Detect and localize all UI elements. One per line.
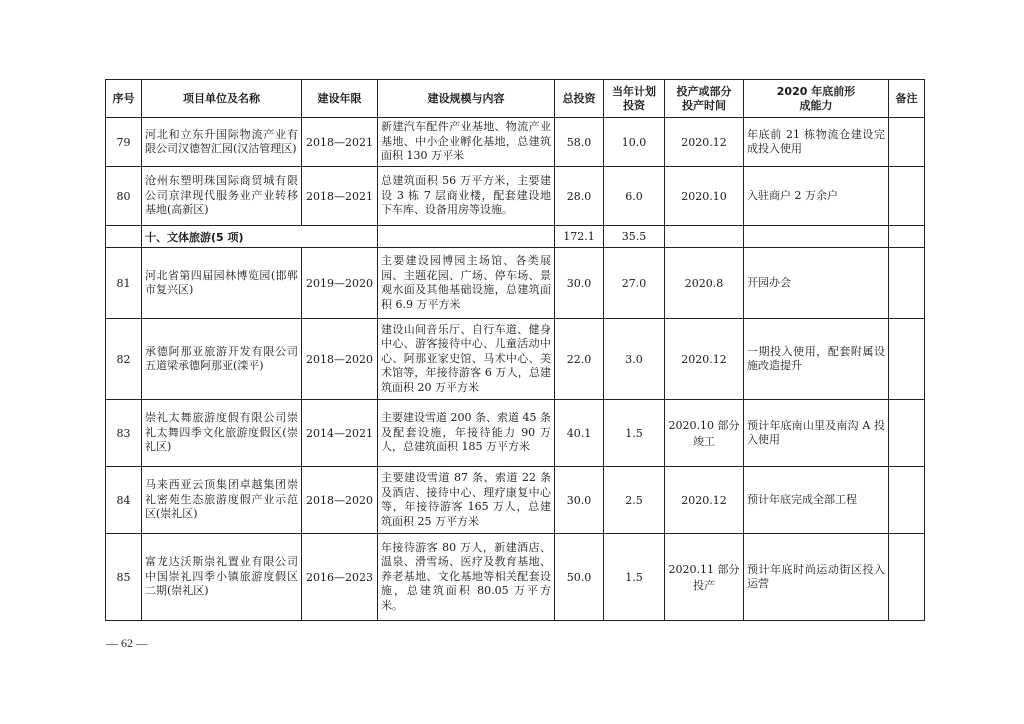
col-total: 总投资: [555, 80, 604, 118]
section-row: [106, 226, 925, 248]
table-row: [106, 319, 925, 400]
cell-seq: 81: [106, 248, 142, 319]
cell-capacity: 预计年底完成全部工程: [744, 467, 889, 534]
cell-name: 承德阿那亚旅游开发有限公司五道梁承德阿那亚(滦平): [142, 319, 302, 400]
cell-seq: 80: [106, 167, 142, 226]
cell-seq: 84: [106, 467, 142, 534]
cell-plan: 3.0: [604, 319, 665, 400]
cell-plan: 27.0: [604, 248, 665, 319]
table-row: [106, 400, 925, 467]
cell-plan: 6.0: [604, 167, 665, 226]
col-name: 项目单位及名称: [142, 80, 302, 118]
cell-capacity: 入驻商户 2 万余户: [744, 167, 889, 226]
cell-scale: 新建汽车配件产业基地、物流产业基地、中小企业孵化基地，总建筑面积 130 万平米: [378, 118, 555, 167]
cell-prod: 2020.12: [665, 467, 744, 534]
col-period: 建设年限: [302, 80, 378, 118]
cell-total: 50.0: [555, 534, 604, 621]
cell-scale: 主要建设园博园主场馆、各类展园、主题花园、广场、停车场、景观水面及其他基础设施，总建筑面积 6.9 万平方米: [378, 248, 555, 319]
cell-note: [889, 319, 925, 400]
cell-total: 28.0: [555, 167, 604, 226]
cell-scale: 建设山间音乐厅、自行车道、健身中心、游客接待中心、儿童活动中心、阿那亚家史馆、马术中心、美术馆等，年接待游客 6 万人，总建筑面积 20 万平方米: [378, 319, 555, 400]
cell-period: 2014—2021: [302, 400, 378, 467]
cell-seq: [106, 226, 142, 248]
cell-scale: [378, 226, 555, 248]
table-row: [106, 248, 925, 319]
cell-plan: 1.5: [604, 534, 665, 621]
col-prod: 投产或部分投产时间: [665, 80, 744, 118]
cell-capacity: 年底前 21 栋物流仓建设完成投入使用: [744, 118, 889, 167]
cell-period: 2018—2021: [302, 167, 378, 226]
col-note: 备注: [889, 80, 925, 118]
cell-capacity: 一期投入使用，配套附属设施改造提升: [744, 319, 889, 400]
table-row: [106, 534, 925, 621]
cell-total: 30.0: [555, 467, 604, 534]
cell-prod: 2020.12: [665, 118, 744, 167]
cell-seq: 82: [106, 319, 142, 400]
cell-note: [889, 118, 925, 167]
cell-period: 2018—2020: [302, 467, 378, 534]
page-number: — 62 —: [106, 636, 148, 650]
cell-seq: 85: [106, 534, 142, 621]
col-capacity: 2020 年底前形成能力: [744, 80, 889, 118]
cell-plan: 2.5: [604, 467, 665, 534]
cell-period: 2016—2023: [302, 534, 378, 621]
table-row: [106, 118, 925, 167]
cell-name: 富龙达沃斯崇礼置业有限公司中国崇礼四季小镇旅游度假区二期(崇礼区): [142, 534, 302, 621]
cell-period: 2018—2021: [302, 118, 378, 167]
cell-capacity: 开园办会: [744, 248, 889, 319]
cell-scale: 主要建设雪道 200 条、索道 45 条及配套设施，年接待能力 90 万人，总建筑面积 185 万平方米: [378, 400, 555, 467]
cell-name: 沧州东塑明珠国际商贸城有限公司京津现代服务业产业转移基地(高新区): [142, 167, 302, 226]
cell-prod: 2020.10 部分竣工: [665, 400, 744, 467]
section-label: 十、文体旅游(5 项): [142, 226, 378, 248]
cell-period: 2019—2020: [302, 248, 378, 319]
cell-note: [889, 534, 925, 621]
cell-prod: 2020.12: [665, 319, 744, 400]
section-total: 172.1: [555, 226, 604, 248]
cell-note: [889, 167, 925, 226]
cell-prod: 2020.10: [665, 167, 744, 226]
cell-prod: 2020.11 部分投产: [665, 534, 744, 621]
cell-total: 22.0: [555, 319, 604, 400]
cell-name: 马来西亚云顶集团卓越集团崇礼密苑生态旅游度假产业示范区(崇礼区): [142, 467, 302, 534]
cell-seq: 79: [106, 118, 142, 167]
cell-period: 2018—2020: [302, 319, 378, 400]
cell-capacity: [744, 226, 889, 248]
project-table: [105, 79, 925, 621]
cell-note: [889, 226, 925, 248]
col-seq: 序号: [106, 80, 142, 118]
table-row: [106, 167, 925, 226]
cell-seq: 83: [106, 400, 142, 467]
cell-scale: 年接待游客 80 万人，新建酒店、温泉、滑雪场、医疗及教育基地、养老基地、文化基地等相关配套设施，总建筑面积 80.05 万平方米。: [378, 534, 555, 621]
section-plan: 35.5: [604, 226, 665, 248]
cell-plan: 10.0: [604, 118, 665, 167]
cell-name: 河北省第四届园林博览园(邯郸市复兴区): [142, 248, 302, 319]
col-plan: 当年计划投资: [604, 80, 665, 118]
cell-scale: 总建筑面积 56 万平方米，主要建设 3 栋 7 层商业楼，配套建设地下车库、设备用房等设施。: [378, 167, 555, 226]
cell-note: [889, 400, 925, 467]
header-row: [106, 80, 925, 118]
cell-prod: [665, 226, 744, 248]
cell-prod: 2020.8: [665, 248, 744, 319]
cell-scale: 主要建设雪道 87 条、索道 22 条及酒店、接待中心、理疗康复中心等，年接待游客 165 万人，总建筑面积 25 万平方米: [378, 467, 555, 534]
cell-plan: 1.5: [604, 400, 665, 467]
cell-total: 58.0: [555, 118, 604, 167]
cell-total: 40.1: [555, 400, 604, 467]
cell-name: 崇礼太舞旅游度假有限公司崇礼太舞四季文化旅游度假区(崇礼区): [142, 400, 302, 467]
cell-total: 30.0: [555, 248, 604, 319]
cell-name: 河北和立东升国际物流产业有限公司汉德智汇园(汉沽管理区): [142, 118, 302, 167]
table-row: [106, 467, 925, 534]
cell-capacity: 预计年底南山里及南沟 A 投入使用: [744, 400, 889, 467]
cell-note: [889, 248, 925, 319]
cell-capacity: 预计年底时尚运动街区投入运营: [744, 534, 889, 621]
col-scale: 建设规模与内容: [378, 80, 555, 118]
cell-note: [889, 467, 925, 534]
